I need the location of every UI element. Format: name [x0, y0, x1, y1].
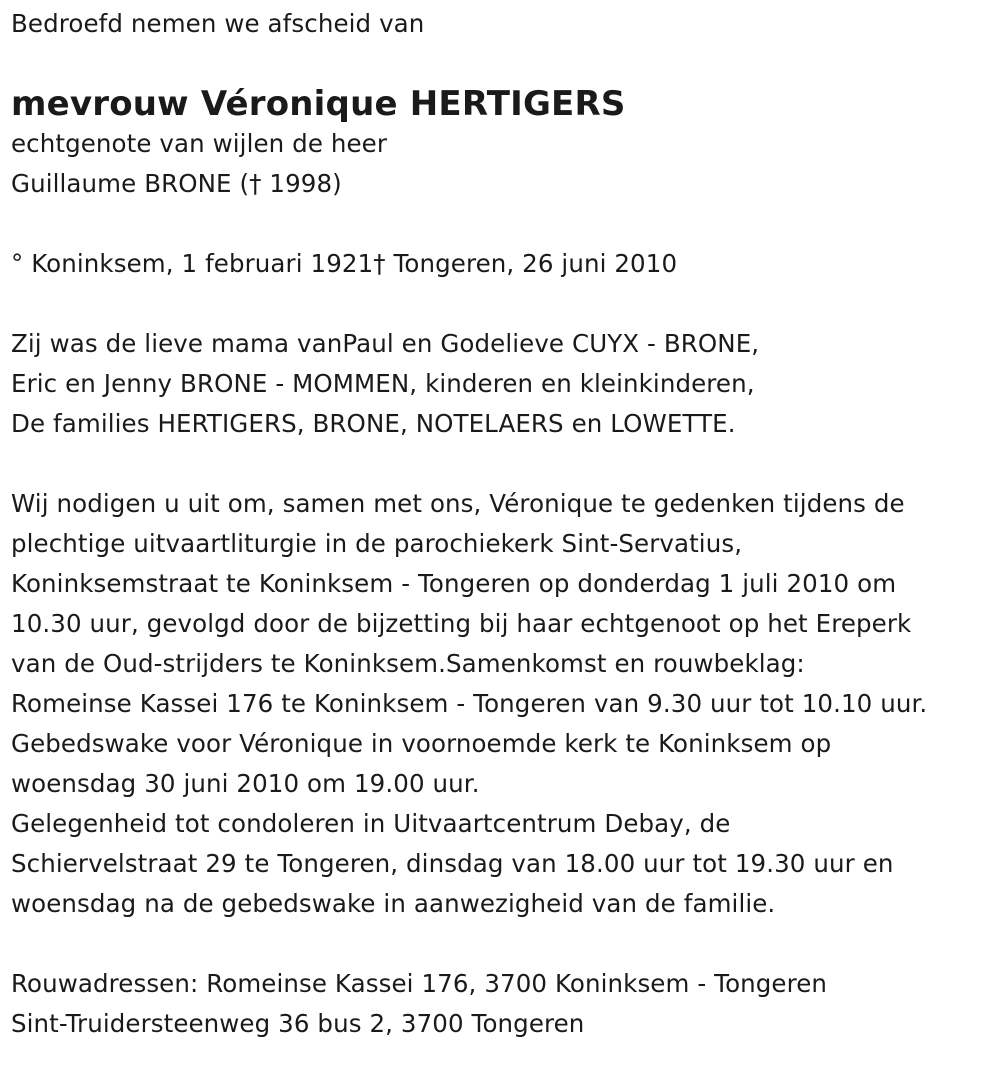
invitation-line: woensdag na de gebedswake in aanwezigheid van de familie. [11, 889, 776, 918]
intro-text: Bedroefd nemen we afscheid van [11, 9, 425, 38]
invitation-line: Koninksemstraat te Koninksem - Tongeren op donderdag 1 juli 2010 om [11, 569, 897, 598]
invitation-line: 10.30 uur, gevolgd door de bijzetting bij haar echtgenoot op het Ereperk [11, 609, 912, 638]
obituary-notice [11, 4, 996, 1044]
spacer [11, 444, 996, 484]
invitation-line: Wij nodigen u uit om, samen met ons, Véronique te gedenken tijdens de [11, 489, 905, 518]
spacer [11, 924, 996, 964]
invitation-line: woensdag 30 juni 2010 om 19.00 uur. [11, 769, 480, 798]
invitation-line: van de Oud-strijders te Koninksem.Samenkomst en rouwbeklag: [11, 649, 805, 678]
invitation-line: Gebedswake voor Véronique in voornoemde kerk te Koninksem op [11, 729, 832, 758]
invitation-section [11, 484, 996, 924]
spacer [11, 204, 996, 244]
family-line: De families HERTIGERS, BRONE, NOTELAERS en LOWETTE. [11, 409, 736, 438]
invitation-line: plechtige uitvaartliturgie in de parochiekerk Sint-Servatius, [11, 529, 743, 558]
address-line: Sint-Truidersteenweg 36 bus 2, 3700 Tongeren [11, 1009, 585, 1038]
invitation-line: Schiervelstraat 29 te Tongeren, dinsdag van 18.00 uur tot 19.30 uur en [11, 849, 894, 878]
spacer [11, 284, 996, 324]
deceased-name: mevrouw Véronique HERTIGERS [11, 84, 626, 124]
birth-death-dates: ° Koninksem, 1 februari 1921† Tongeren, 26 juni 2010 [11, 249, 678, 278]
invitation-line: Gelegenheid tot condoleren in Uitvaartcentrum Debay, de [11, 809, 731, 838]
family-line: Eric en Jenny BRONE - MOMMEN, kinderen en kleinkinderen, [11, 369, 755, 398]
invitation-line: Romeinse Kassei 176 te Koninksem - Tongeren van 9.30 uur tot 10.10 uur. [11, 689, 928, 718]
addresses-section [11, 964, 996, 1044]
address-line: Rouwadressen: Romeinse Kassei 176, 3700 Koninksem - Tongeren [11, 969, 828, 998]
spouse-line-1: echtgenote van wijlen de heer [11, 129, 388, 158]
family-section [11, 324, 996, 444]
spouse-line-2: Guillaume BRONE († 1998) [11, 169, 342, 198]
family-line: Zij was de lieve mama vanPaul en Godelieve CUYX - BRONE, [11, 329, 760, 358]
